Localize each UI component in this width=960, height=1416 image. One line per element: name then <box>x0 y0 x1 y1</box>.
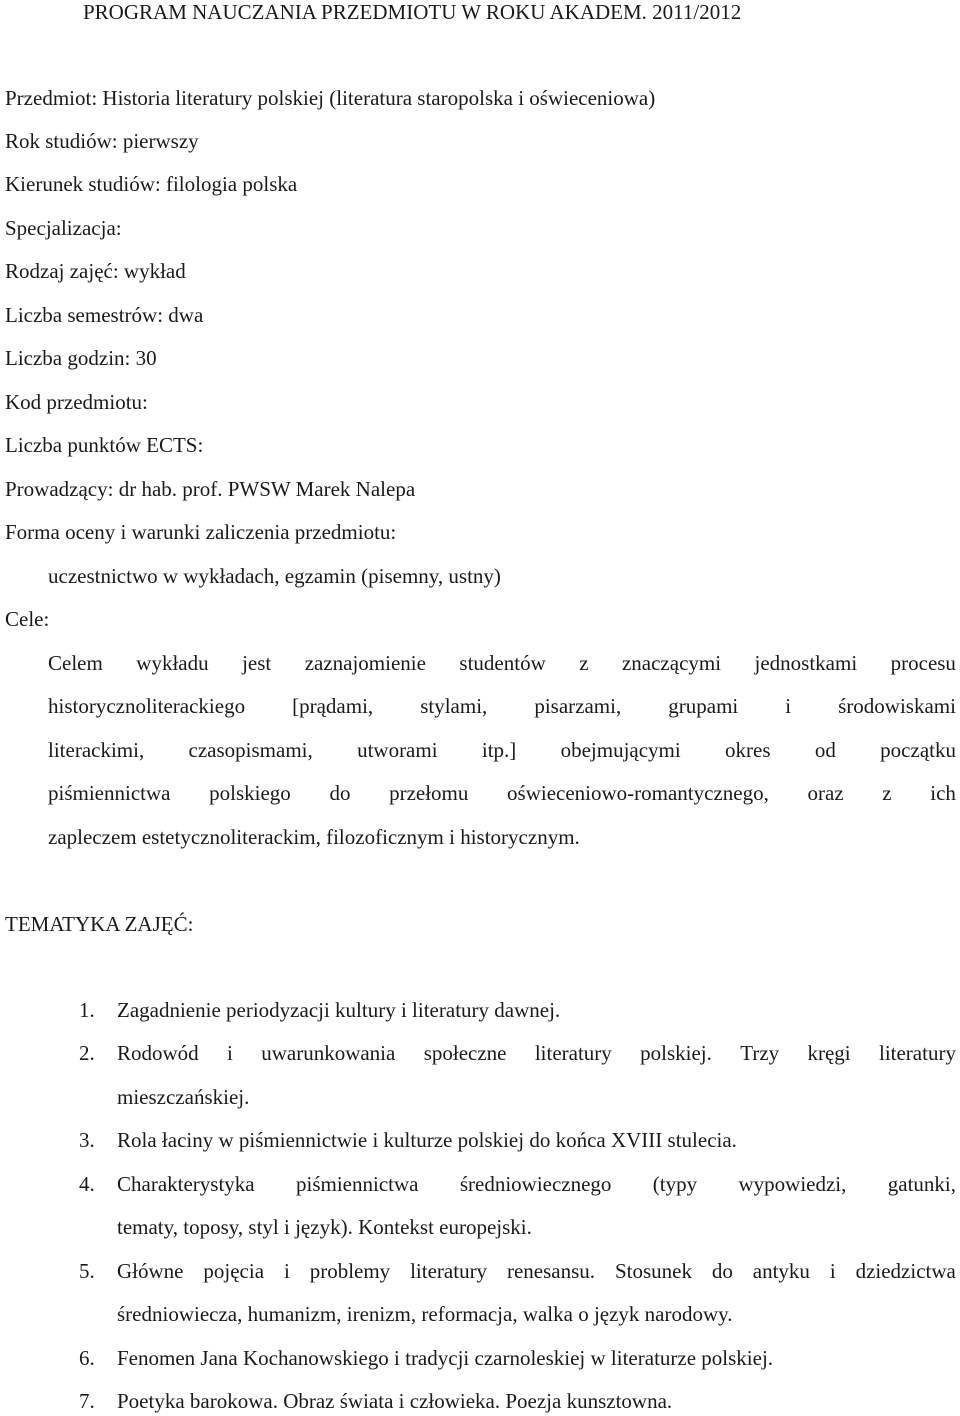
word: Celem <box>48 651 103 675</box>
word: i <box>785 694 792 718</box>
topic-text <box>117 1172 956 1196</box>
word: piśmiennictwa <box>48 781 171 805</box>
topic-number: 2. <box>79 1041 95 1065</box>
word: jednostkami <box>754 651 858 675</box>
ects-line: Liczba punktów ECTS: <box>5 433 204 457</box>
liczba-semestrow-line: Liczba semestrów: dwa <box>5 303 204 327</box>
word: utworami <box>357 738 438 762</box>
tematyka-heading: TEMATYKA ZAJĘĆ: <box>5 912 194 936</box>
word: pojęcia <box>203 1259 265 1283</box>
cele-paragraph-line-2 <box>48 694 956 718</box>
rodzaj-zajec-line: Rodzaj zajęć: wykład <box>5 259 186 283</box>
word: średniowiecznego <box>459 1172 612 1196</box>
word: i <box>829 1259 836 1283</box>
word: studentów <box>459 651 546 675</box>
topic-text <box>117 1259 956 1283</box>
word: Trzy <box>740 1041 780 1065</box>
word: środowiskami <box>838 694 956 718</box>
topic-text-continuation: tematy, toposy, styl i język). Kontekst europejski. <box>117 1215 532 1239</box>
rok-studiow-line: Rok studiów: pierwszy <box>5 129 199 153</box>
word: i <box>283 1259 290 1283</box>
word: Stosunek <box>614 1259 692 1283</box>
topic-number: 3. <box>79 1128 95 1152</box>
word: i <box>227 1041 233 1065</box>
word: oświeceniowo-romantycznego, <box>507 781 769 805</box>
word: [prądami, <box>292 694 374 718</box>
word: piśmiennictwa <box>295 1172 419 1196</box>
topic-text: Fenomen Jana Kochanowskiego i tradycji czarnoleskiej w literaturze polskiej. <box>117 1346 774 1370</box>
word: uwarunkowania <box>261 1041 396 1065</box>
word: grupami <box>668 694 739 718</box>
word: kręgi <box>807 1041 851 1065</box>
word: itp.] <box>481 738 517 762</box>
word: z <box>882 781 892 805</box>
word: (typy <box>652 1172 698 1196</box>
topic-number: 5. <box>79 1259 95 1283</box>
topic-number: 4. <box>79 1172 95 1196</box>
word: polskiego <box>209 781 291 805</box>
forma-oceny-label: Forma oceny i warunki zaliczenia przedmiotu: <box>5 520 397 544</box>
word: wykładu <box>136 651 209 675</box>
topic-text-continuation: mieszczańskiej. <box>117 1085 250 1109</box>
liczba-godzin-line: Liczba godzin: 30 <box>5 346 157 370</box>
forma-oceny-value: uczestnictwo w wykładach, egzamin (pisemny, ustny) <box>48 564 501 588</box>
word: Główne <box>117 1259 184 1283</box>
word: renesansu. <box>506 1259 596 1283</box>
word: okres <box>725 738 771 762</box>
word: literatury <box>534 1041 612 1065</box>
word: jest <box>242 651 272 675</box>
word: od <box>814 738 836 762</box>
word: znaczącymi <box>621 651 722 675</box>
word: gatunki, <box>887 1172 956 1196</box>
word: ich <box>930 781 956 805</box>
word: oraz <box>807 781 844 805</box>
przedmiot-line: Przedmiot: Historia literatury polskiej (literatura staropolska i oświeceniowa) <box>5 86 656 110</box>
cele-paragraph-line-1 <box>48 651 956 675</box>
topic-number: 7. <box>79 1389 95 1413</box>
word: z <box>579 651 589 675</box>
word: literackimi, <box>48 738 145 762</box>
word: pisarzami, <box>534 694 622 718</box>
word: wypowiedzi, <box>738 1172 847 1196</box>
topic-number: 1. <box>79 998 95 1022</box>
specjalizacja-line: Specjalizacja: <box>5 216 122 240</box>
kod-przedmiotu-line: Kod przedmiotu: <box>5 390 148 414</box>
word: literatury <box>878 1041 956 1065</box>
word: do <box>711 1259 733 1283</box>
word: antyku <box>752 1259 810 1283</box>
word: Rodowód <box>117 1041 199 1065</box>
word: polskiej. <box>640 1041 712 1065</box>
word: problemy <box>309 1259 391 1283</box>
cele-label: Cele: <box>5 607 50 631</box>
topic-number: 6. <box>79 1346 95 1370</box>
document-header: PROGRAM NAUCZANIA PRZEDMIOTU W ROKU AKADEM. 2011/2012 <box>83 0 742 24</box>
word: początku <box>880 738 956 762</box>
word: historycznoliterackiego <box>48 694 246 718</box>
word: przełomu <box>389 781 469 805</box>
word: literatury <box>410 1259 488 1283</box>
word: dziedzictwa <box>855 1259 956 1283</box>
topic-text-continuation: średniowiecza, humanizm, irenizm, reformacja, walka o język narodowy. <box>117 1302 733 1326</box>
word: stylami, <box>420 694 488 718</box>
word: społeczne <box>423 1041 507 1065</box>
cele-paragraph-line-4 <box>48 781 956 805</box>
prowadzacy-line: Prowadzący: dr hab. prof. PWSW Marek Nalepa <box>5 477 416 501</box>
word: zaznajomienie <box>304 651 426 675</box>
word: Charakterystyka <box>117 1172 255 1196</box>
kierunek-line: Kierunek studiów: filologia polska <box>5 172 298 196</box>
word: procesu <box>890 651 956 675</box>
word: czasopismami, <box>188 738 313 762</box>
cele-paragraph-line-3 <box>48 738 956 762</box>
topic-text <box>117 1041 956 1065</box>
topic-text: Rola łaciny w piśmiennictwie i kulturze polskiej do końca XVIII stulecia. <box>117 1128 737 1152</box>
topic-text: Poetyka barokowa. Obraz świata i człowieka. Poezja kunsztowna. <box>117 1389 673 1413</box>
word: do <box>329 781 351 805</box>
cele-paragraph-line-5: zapleczem estetycznoliterackim, filozoficznym i historycznym. <box>48 825 580 849</box>
word: obejmującymi <box>560 738 681 762</box>
topic-text: Zagadnienie periodyzacji kultury i literatury dawnej. <box>117 998 561 1022</box>
